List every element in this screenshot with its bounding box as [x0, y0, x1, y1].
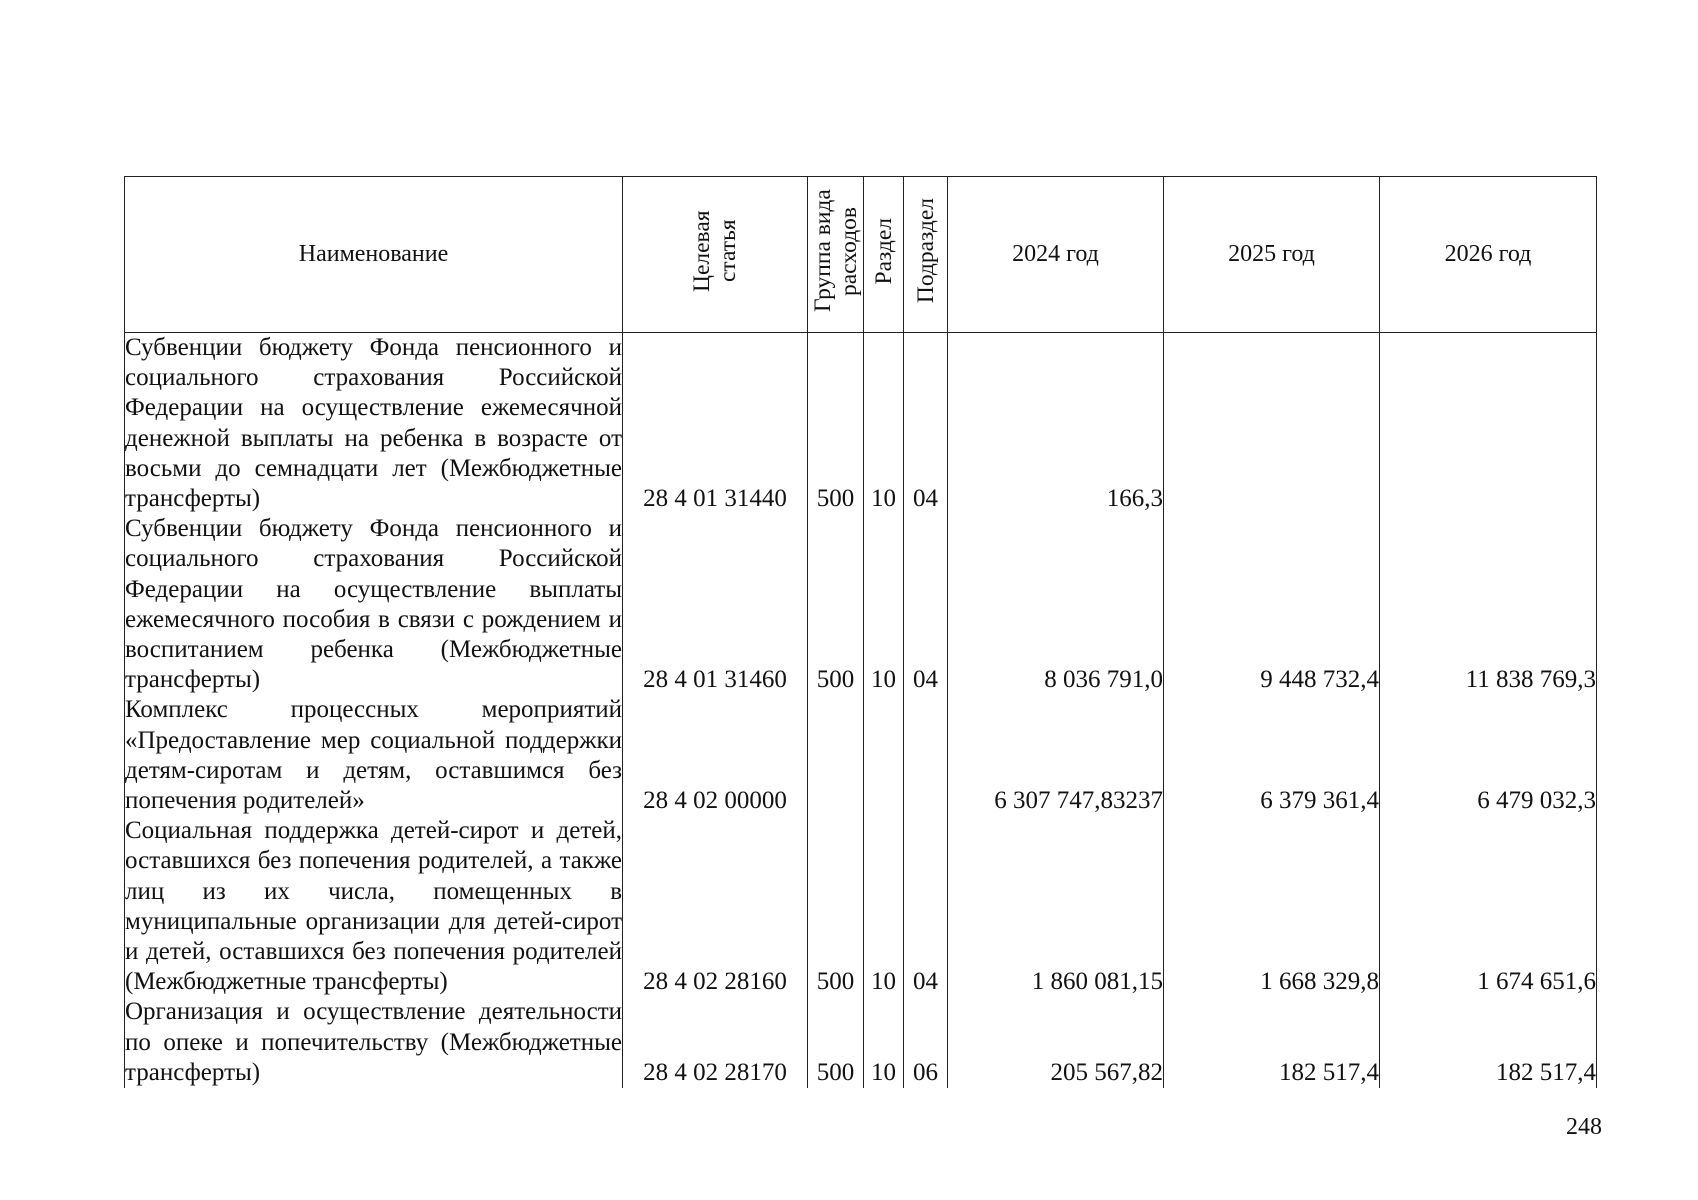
row-value-2024: 8 036 791,0 — [948, 514, 1164, 695]
row-subsection: 04 — [904, 816, 948, 997]
row-value-2025: 182 517,4 — [1164, 997, 1380, 1088]
row-expense-group: 500 — [808, 514, 864, 695]
header-name: Наименование — [125, 177, 623, 333]
row-value-2024: 205 567,82 — [948, 997, 1164, 1088]
row-value-2024: 6 307 747,83237 — [948, 695, 1164, 816]
row-target-article: 28 4 01 31440 — [623, 333, 808, 515]
row-section: 10 — [864, 514, 904, 695]
row-value-2025: 6 379 361,4 — [1164, 695, 1380, 816]
row-expense-group: 500 — [808, 333, 864, 515]
row-value-2026: 1 674 651,6 — [1380, 816, 1597, 997]
table-row — [125, 816, 1597, 997]
header-section: Раздел — [864, 177, 904, 333]
header-year-2026: 2026 год — [1380, 177, 1597, 333]
row-name: Организация и осуществление деятельности по опеке и попечительству (Межбюджетные трансферты) — [125, 997, 623, 1088]
row-subsection: 06 — [904, 997, 948, 1088]
table-row — [125, 514, 1597, 695]
table-body — [125, 333, 1597, 1089]
row-section: 10 — [864, 816, 904, 997]
row-subsection: 04 — [904, 514, 948, 695]
row-value-2026 — [1380, 333, 1597, 515]
row-target-article: 28 4 02 28170 — [623, 997, 808, 1088]
row-value-2025: 9 448 732,4 — [1164, 514, 1380, 695]
table-header — [125, 177, 1597, 333]
header-subsection: Подраздел — [904, 177, 948, 333]
row-subsection: 04 — [904, 333, 948, 515]
row-name: Субвенции бюджету Фонда пенсионного и социального страхования Российской Федерации на осуществление ежемесячной денежной выплаты на ребенка в возрасте от восьми до семнадцати лет (Межбюджетные трансферты) — [125, 333, 623, 515]
table-row — [125, 695, 1597, 816]
row-section: 10 — [864, 997, 904, 1088]
row-target-article: 28 4 01 31460 — [623, 514, 808, 695]
row-value-2025: 1 668 329,8 — [1164, 816, 1380, 997]
row-name: Субвенции бюджету Фонда пенсионного и социального страхования Российской Федерации на осуществление выплаты ежемесячного пособия в связи с рождением и воспитанием ребенка (Межбюджетные трансферты) — [125, 514, 623, 695]
row-value-2025 — [1164, 333, 1380, 515]
header-year-2024: 2024 год — [948, 177, 1164, 333]
row-subsection — [904, 695, 948, 816]
row-name: Социальная поддержка детей-сирот и детей, оставшихся без попечения родителей, а также лиц из их числа, помещенных в муниципальные организации для детей-сирот и детей, оставшихся без попечения родителей (Межбюджетные трансферты) — [125, 816, 623, 997]
header-expense-group: Группа вида расходов — [808, 177, 864, 333]
row-value-2026: 6 479 032,3 — [1380, 695, 1597, 816]
row-target-article: 28 4 02 00000 — [623, 695, 808, 816]
row-value-2024: 1 860 081,15 — [948, 816, 1164, 997]
row-expense-group: 500 — [808, 997, 864, 1088]
row-name: Комплекс процессных мероприятий «Предоставление мер социальной поддержки детям-сиротам и детям, оставшимся без попечения родителей» — [125, 695, 623, 816]
row-value-2026: 11 838 769,3 — [1380, 514, 1597, 695]
table-row — [125, 997, 1597, 1088]
table-row — [125, 333, 1597, 515]
header-target-article: Целевая статья — [623, 177, 808, 333]
row-value-2024: 166,3 — [948, 333, 1164, 515]
header-year-2025: 2025 год — [1164, 177, 1380, 333]
budget-table — [124, 176, 1597, 1088]
row-expense-group: 500 — [808, 816, 864, 997]
row-section: 10 — [864, 333, 904, 515]
row-target-article: 28 4 02 28160 — [623, 816, 808, 997]
row-expense-group — [808, 695, 864, 816]
page-number: 248 — [1566, 1114, 1602, 1140]
row-value-2026: 182 517,4 — [1380, 997, 1597, 1088]
row-section — [864, 695, 904, 816]
